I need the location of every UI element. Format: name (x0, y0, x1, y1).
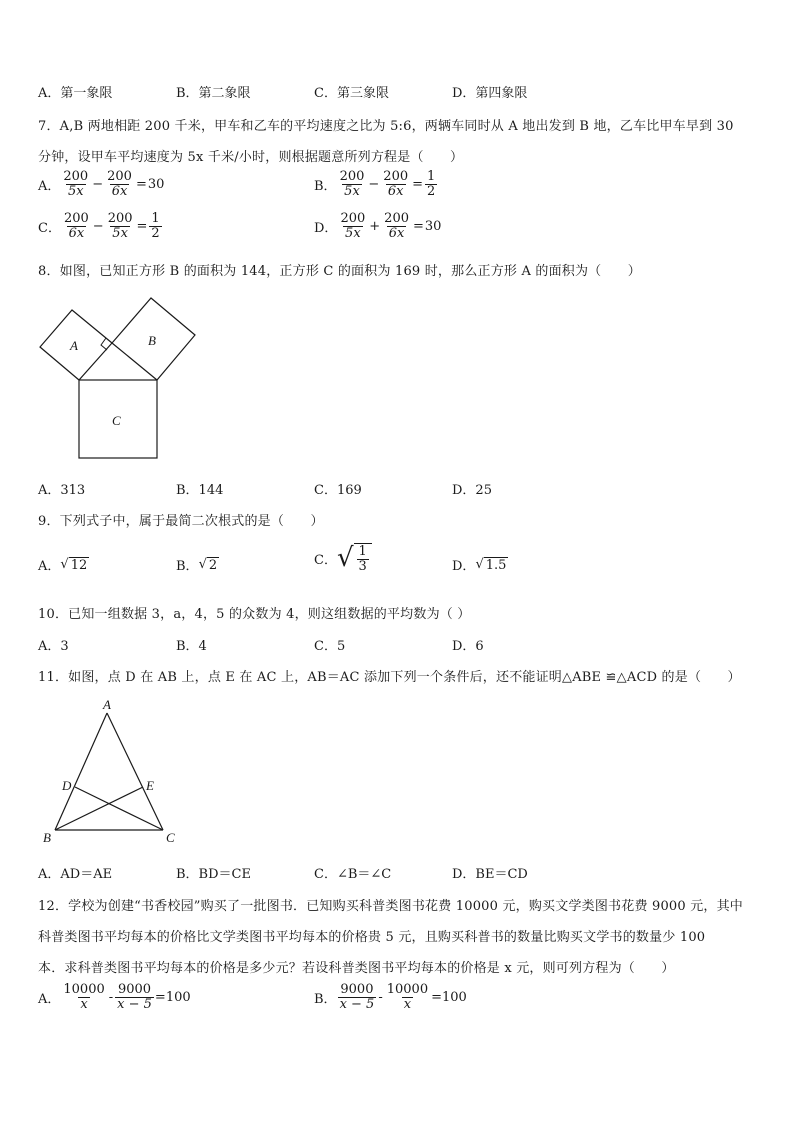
fraction: $\frac{200}{5x}$ (340, 211, 366, 241)
sqrt-2: √ 2 (198, 557, 218, 573)
q9-option-c (314, 543, 372, 573)
fraction: $\frac{200}{5x}$ (63, 169, 89, 199)
radical-sign: √ (198, 557, 207, 572)
q6-option-b: B．第二象限 (176, 86, 251, 101)
q6-option-d: D．第四象限 (452, 86, 528, 101)
q7-text-line1: 7．A,B 两地相距 200 千米，甲车和乙车的平均速度之比为 5:6，两辆车同时从 A 地出发到 B 地，乙车比甲车早到 30 (38, 119, 734, 134)
option-label: D． (452, 559, 476, 574)
option-label: B． (314, 991, 337, 1007)
q8-text: 8．如图，已知正方形 B 的面积为 144，正方形 C 的面积为 169 时，那么正方形 A 的面积为（ ） (38, 264, 641, 279)
option-label: D． (314, 220, 338, 236)
radical-sign: √ (60, 557, 69, 572)
sqrt-12: √ 12 (60, 557, 88, 573)
q6-option-a: A．第一象限 (38, 86, 113, 101)
q8-option-b: B．144 (176, 483, 224, 498)
fraction: $\frac{200}{6x}$ (63, 211, 89, 241)
q8-option-c: C．169 (314, 483, 362, 498)
fraction: $\frac{1}{2}$ (427, 169, 436, 199)
label-b: B (148, 333, 156, 348)
q12-text-line3: 本．求科普类图书平均每本的价格是多少元？若设科普类图书平均每本的价格是 x 元，则可列方程为（ ） (38, 961, 675, 976)
radical-sign: √ (475, 557, 484, 572)
q7-text-line2: 分钟，设甲车平均速度为 5x 千米/小时，则根据题意所列方程是（ ） (38, 150, 464, 165)
q10-option-c: C．5 (314, 639, 346, 654)
radical-sign: √ (336, 543, 354, 574)
option-label: A． (38, 991, 61, 1007)
label-d: D (62, 778, 72, 793)
label-a: A (103, 697, 111, 712)
option-label: A． (38, 178, 61, 194)
q11-option-d: D．BE＝CD (452, 867, 528, 882)
option-label: C． (38, 220, 61, 236)
q11-option-b: B．BD＝CE (176, 867, 251, 882)
side-ab (55, 713, 107, 830)
q10-option-b: B．4 (176, 639, 207, 654)
fraction: $\frac{200}{6x}$ (384, 211, 409, 241)
fraction: $\frac{10000}{x}$ (63, 982, 105, 1012)
right-angle-mark (101, 338, 107, 350)
q10-text: 10．已知一组数据 3，a，4，5 的众数为 4，则这组数据的平均数为（ ） (38, 607, 471, 622)
fraction: $\frac{200}{6x}$ (383, 169, 409, 199)
option-label: C． (314, 552, 337, 568)
q11-figure-triangle (35, 695, 185, 850)
option-label: B． (314, 178, 337, 194)
q7-option-a: A． $\frac{200}{5x}$ − $\frac{200}{6x}$ = 30 (38, 169, 165, 199)
sqrt-one-third: √ $\frac{1}{3}$ (337, 543, 372, 573)
fraction: $\frac{200}{5x}$ (339, 169, 365, 199)
q7-option-c: C． $\frac{200}{6x}$ − $\frac{200}{5x}$ = $\frac{1}{2}$ (38, 211, 160, 241)
fraction: $\frac{200}{5x}$ (107, 211, 133, 241)
label-b: B (43, 830, 51, 845)
q6-option-c: C．第三象限 (314, 86, 389, 101)
fraction: $\frac{200}{6x}$ (107, 169, 132, 199)
q12-option-b: B． $\frac{9000}{x - 5}$ - $\frac{10000}{x}$ =100 (314, 982, 467, 1012)
segment-be (55, 787, 143, 830)
q11-text: 11．如图，点 D 在 AB 上，点 E 在 AC 上，AB＝AC 添加下列一个条件后，还不能证明△ABE ≌△ACD 的是（ ） (38, 670, 741, 685)
q8-figure-squares (30, 295, 210, 465)
fraction: $\frac{1}{2}$ (151, 211, 160, 241)
q12-text-line1: 12．学校为创建“书香校园”购买了一批图书．已知购买科普类图书花费 10000 元，购买文学类图书花费 9000 元，其中 (38, 899, 744, 914)
q12-text-line2: 科普类图书平均每本的价格比文学类图书平均每本的价格贵 5 元，且购买科普书的数量比购买文学书的数量少 100 (38, 930, 706, 945)
q8-option-a: A．313 (38, 483, 86, 498)
fraction: $\frac{9000}{x - 5}$ (339, 982, 375, 1012)
q11-option-a: A．AD＝AE (38, 867, 113, 882)
option-label: A． (38, 559, 61, 574)
q7-option-d: D． $\frac{200}{5x}$ + $\frac{200}{6x}$ = 30 (314, 211, 442, 241)
q10-option-d: D．6 (452, 639, 484, 654)
q8-option-d: D．25 (452, 483, 492, 498)
q7-option-b: B． $\frac{200}{5x}$ − $\frac{200}{6x}$ = $\frac{1}{2}$ (314, 169, 436, 199)
q12-option-a: A． $\frac{10000}{x}$ - $\frac{9000}{x - 5}$ =100 (38, 982, 191, 1012)
sqrt-1-5: √ 1.5 (475, 557, 507, 573)
fraction: $\frac{9000}{x - 5}$ (117, 982, 152, 1012)
segment-cd (75, 787, 163, 830)
fraction: $\frac{10000}{x}$ (386, 982, 429, 1012)
q9-option-d (452, 555, 508, 574)
side-ac (107, 713, 163, 830)
q9-text: 9．下列式子中，属于最简二次根式的是（ ） (38, 514, 324, 529)
q9-option-a (38, 555, 89, 574)
label-c: C (112, 413, 121, 428)
q11-option-c: C．∠B＝∠C (314, 867, 392, 882)
option-label: B． (176, 559, 199, 574)
label-c: C (166, 830, 175, 845)
q9-option-b (176, 555, 219, 574)
q10-option-a: A．3 (38, 639, 69, 654)
label-e: E (146, 778, 154, 793)
label-a: A (70, 338, 78, 353)
